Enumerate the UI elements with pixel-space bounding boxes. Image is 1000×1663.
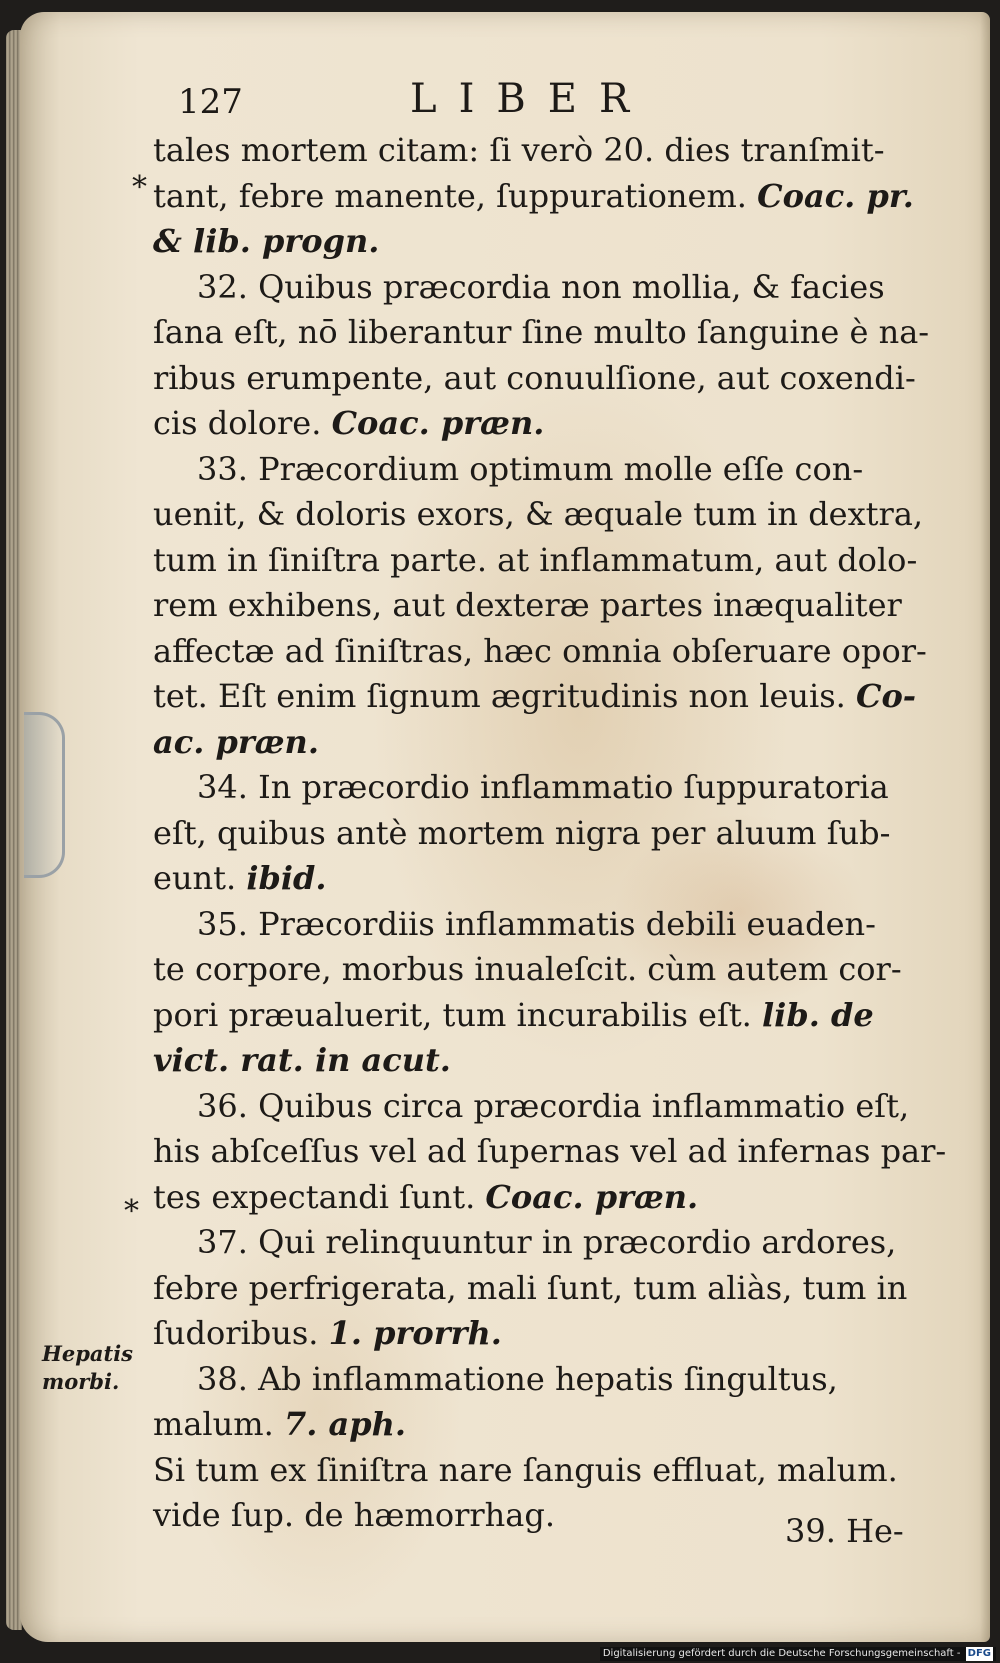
line-text: tum in ſiniſtra parte. at inflammatum, aut dolo- — [153, 540, 918, 579]
text-line — [197, 449, 863, 489]
citation-reference: vict. rat. in acut. — [153, 1041, 451, 1079]
marginal-star-2: * — [124, 1194, 139, 1229]
book-page — [20, 12, 990, 1642]
line-text: febre perfrigerata, mali ſunt, tum aliàs, tum in — [153, 1268, 908, 1307]
text-line — [153, 130, 885, 170]
citation-reference: 7. aph. — [283, 1405, 407, 1443]
text-line — [153, 540, 917, 580]
line-text: 32. Quibus præcordia non mollia, & facies — [197, 267, 885, 306]
citation-reference: ibid. — [246, 859, 327, 897]
digitization-credit — [600, 1647, 996, 1661]
text-line — [197, 1359, 838, 1399]
text-line — [153, 1495, 555, 1535]
line-text: ribus erumpente, aut conuulſione, aut coxendi- — [153, 358, 916, 397]
side-note-line: Hepatis — [42, 1341, 133, 1366]
text-line — [153, 1450, 898, 1490]
line-text: vide ſup. de hæmorrhag. — [153, 1496, 556, 1534]
line-text: Si tum ex ſiniſtra nare ſanguis effluat, malum. — [153, 1450, 898, 1489]
citation-reference: ac. præn. — [153, 722, 319, 761]
line-text: tes expectandi ſunt. — [153, 1177, 486, 1216]
line-text: ſana eſt, nō liberantur ſine multo ſanguine è na- — [153, 313, 930, 351]
text-line — [153, 176, 914, 216]
text-line — [153, 1131, 946, 1171]
text-line — [197, 1222, 896, 1262]
text-line — [153, 1040, 451, 1080]
line-text: 36. Quibus circa præcordia inflammatio eſt, — [197, 1086, 910, 1125]
text-line — [153, 949, 902, 989]
text-line — [153, 676, 916, 716]
citation-reference: 1. prorrh. — [328, 1314, 502, 1352]
citation-reference: Coac. pr. — [757, 176, 914, 215]
line-text: 34. In præcordio inflammatio ſuppuratoria — [197, 768, 889, 806]
text-line — [153, 312, 929, 352]
text-line — [153, 858, 327, 898]
citation-reference: Co- — [855, 677, 917, 715]
citation-reference: lib. de — [762, 995, 874, 1034]
line-text: eſt, quibus antè mortem nigra per aluum ſub- — [153, 813, 891, 852]
side-note-line: morbi. — [42, 1369, 120, 1394]
credit-text: Digitalisierung gefördert durch die Deutsche Forschungsgemeinschaft - — [602, 1648, 964, 1659]
line-text: rem exhibens, aut dexteræ partes inæqualiter — [153, 586, 902, 624]
text-line — [153, 585, 902, 625]
page-number: 127 — [178, 82, 243, 122]
text-line — [197, 267, 885, 307]
text-line — [153, 631, 927, 671]
text-line — [197, 904, 876, 944]
line-text: cis dolore. — [153, 404, 332, 442]
line-text: 35. Præcordiis inflammatis debili euaden- — [197, 904, 876, 943]
text-line — [153, 358, 916, 398]
line-text: affectæ ad ſiniſtras, hæc omnia obſeruare opor- — [153, 631, 927, 670]
text-line — [153, 221, 379, 261]
citation-reference: Coac. præn. — [485, 1177, 699, 1216]
line-text: 38. Ab inflammatione hepatis ſingultus, — [197, 1359, 838, 1398]
line-text: 37. Qui relinquuntur in præcordio ardores, — [197, 1223, 897, 1261]
line-text: uenit, & doloris exors, & æquale tum in dextra, — [153, 495, 924, 533]
line-text: tet. Eſt enim ſignum ægritudinis non leuis. — [153, 677, 856, 715]
text-line — [153, 722, 319, 762]
line-text: pori præualuerit, tum incurabilis eſt. — [153, 995, 763, 1034]
line-text: ſudoribus. — [153, 1314, 329, 1352]
line-text: eunt. — [153, 859, 247, 897]
line-text: te corpore, morbus inualeſcit. cùm autem cor- — [153, 950, 902, 988]
book-clasp — [24, 712, 65, 878]
text-line — [197, 1086, 909, 1126]
line-text: tant, febre manente, ſuppurationem. — [153, 176, 758, 215]
text-line — [153, 813, 890, 853]
dfg-logo-icon: DFG — [967, 1648, 991, 1659]
marginal-star-1: * — [132, 170, 147, 205]
text-line — [153, 1268, 907, 1308]
line-text: 33. Præcordium optimum molle eſſe con- — [197, 449, 864, 488]
text-line — [153, 995, 874, 1035]
side-note — [42, 1340, 133, 1396]
text-line — [153, 1404, 406, 1444]
catchword: 39. He- — [785, 1512, 904, 1550]
line-text: malum. — [153, 1405, 284, 1443]
text-line — [153, 1177, 698, 1217]
citation-reference: Coac. præn. — [331, 404, 545, 442]
line-text: tales mortem citam: ſi verò 20. dies tranſmit- — [153, 131, 885, 169]
citation-reference: & lib. progn. — [153, 222, 380, 260]
text-line — [153, 494, 923, 534]
running-head: LIBER — [410, 76, 652, 122]
text-line — [153, 1313, 502, 1353]
text-line — [153, 403, 544, 443]
text-line — [197, 767, 889, 807]
line-text: his abſceſſus vel ad ſupernas vel ad infernas par- — [153, 1132, 947, 1170]
